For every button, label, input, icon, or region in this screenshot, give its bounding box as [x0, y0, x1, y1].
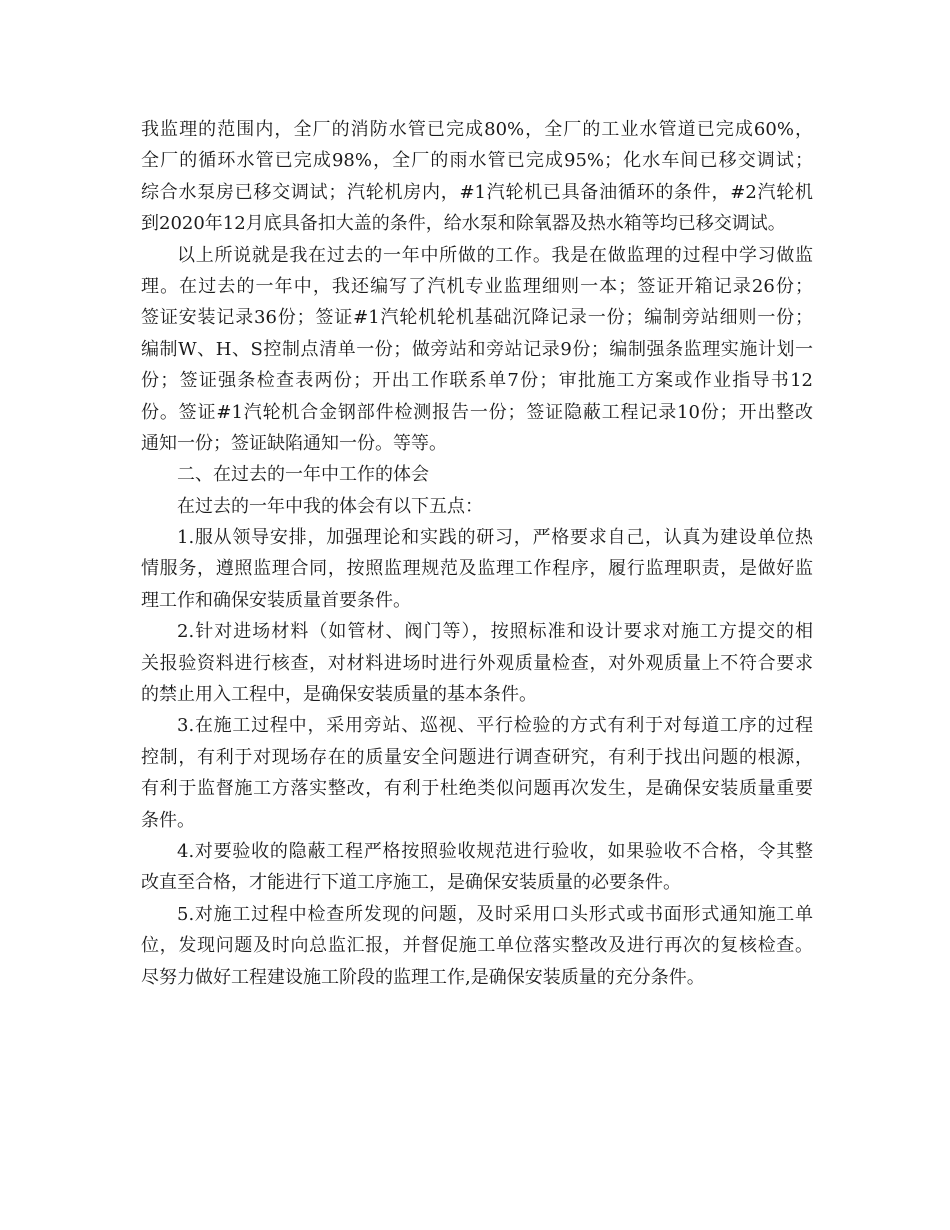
text-line: 通知一份；签证缺陷通知一份。等等。	[141, 432, 447, 454]
text-line: 2.针对进场材料（如管材、阀门等），按照标准和设计要求对施工方提交的相	[177, 621, 813, 643]
text-line: 全厂的循环水管已完成98%，全厂的雨水管已完成95%；化水车间已移交调试；	[141, 150, 813, 172]
text-line: 编制W、H、S控制点清单一份；做旁站和旁站记录9份；编制强条监理实施计划一	[141, 338, 813, 360]
text-line: 二、在过去的一年中工作的体会	[177, 464, 429, 486]
text-line: 尽努力做好工程建设施工阶段的监理工作,是确保安装质量的充分条件。	[141, 966, 705, 988]
text-line: 1.服从领导安排，加强理论和实践的研习，严格要求自己，认真为建设单位热	[177, 527, 813, 549]
text-line: 3.在施工过程中，采用旁站、巡视、平行检验的方式有利于对每道工序的过程	[177, 715, 813, 737]
text-line: 理工作和确保安装质量首要条件。	[141, 589, 411, 611]
text-line: 位，发现问题及时向总监汇报，并督促施工单位落实整改及进行再次的复核检查。	[141, 935, 813, 957]
text-line: 情服务，遵照监理合同，按照监理规范及监理工作程序，履行监理职责，是做好监	[141, 558, 813, 580]
text-line: 4.对要验收的隐蔽工程严格按照验收规范进行验收，如果验收不合格，令其整	[177, 840, 813, 862]
text-line: 我监理的范围内，全厂的消防水管已完成80%，全厂的工业水管道已完成60%，	[141, 119, 813, 140]
text-line: 改直至合格，才能进行下道工序施工，是确保安装质量的必要条件。	[141, 872, 681, 894]
text-line: 有利于监督施工方落实整改，有利于杜绝类似问题再次发生，是确保安装质量重要	[141, 778, 813, 800]
text-line: 理。在过去的一年中，我还编写了汽机专业监理细则一本；签证开箱记录26份；	[141, 275, 813, 297]
text-line: 以上所说就是我在过去的一年中所做的工作。我是在做监理的过程中学习做监	[177, 244, 813, 266]
text-line: 5.对施工过程中检查所发现的问题，及时采用口头形式或书面形式通知施工单	[177, 903, 813, 925]
document-body	[141, 114, 813, 993]
text-line: 份；签证强条检查表两份；开出工作联系单7份；审批施工方案或作业指导书12	[141, 370, 813, 392]
text-line: 关报验资料进行核查，对材料进场时进行外观质量检查，对外观质量上不符合要求	[141, 652, 813, 674]
text-line: 条件。	[141, 809, 195, 831]
text-line: 综合水泵房已移交调试；汽轮机房内，#1汽轮机已具备油循环的条件，#2汽轮机	[141, 181, 813, 203]
text-line: 的禁止用入工程中，是确保安装质量的基本条件。	[141, 684, 537, 706]
text-line: 份。签证#1汽轮机合金钢部件检测报告一份；签证隐蔽工程记录10份；开出整改	[141, 401, 813, 423]
text-line: 到2020年12月底具备扣大盖的条件，给水泵和除氧器及热水箱等均已移交调试。	[141, 213, 786, 235]
text-line: 签证安装记录36份；签证#1汽轮机轮机基础沉降记录一份；编制旁站细则一份；	[141, 307, 813, 329]
text-line: 在过去的一年中我的体会有以下五点：	[177, 495, 483, 517]
text-line: 控制，有利于对现场存在的质量安全问题进行调查研究，有利于找出问题的根源，	[141, 746, 813, 768]
